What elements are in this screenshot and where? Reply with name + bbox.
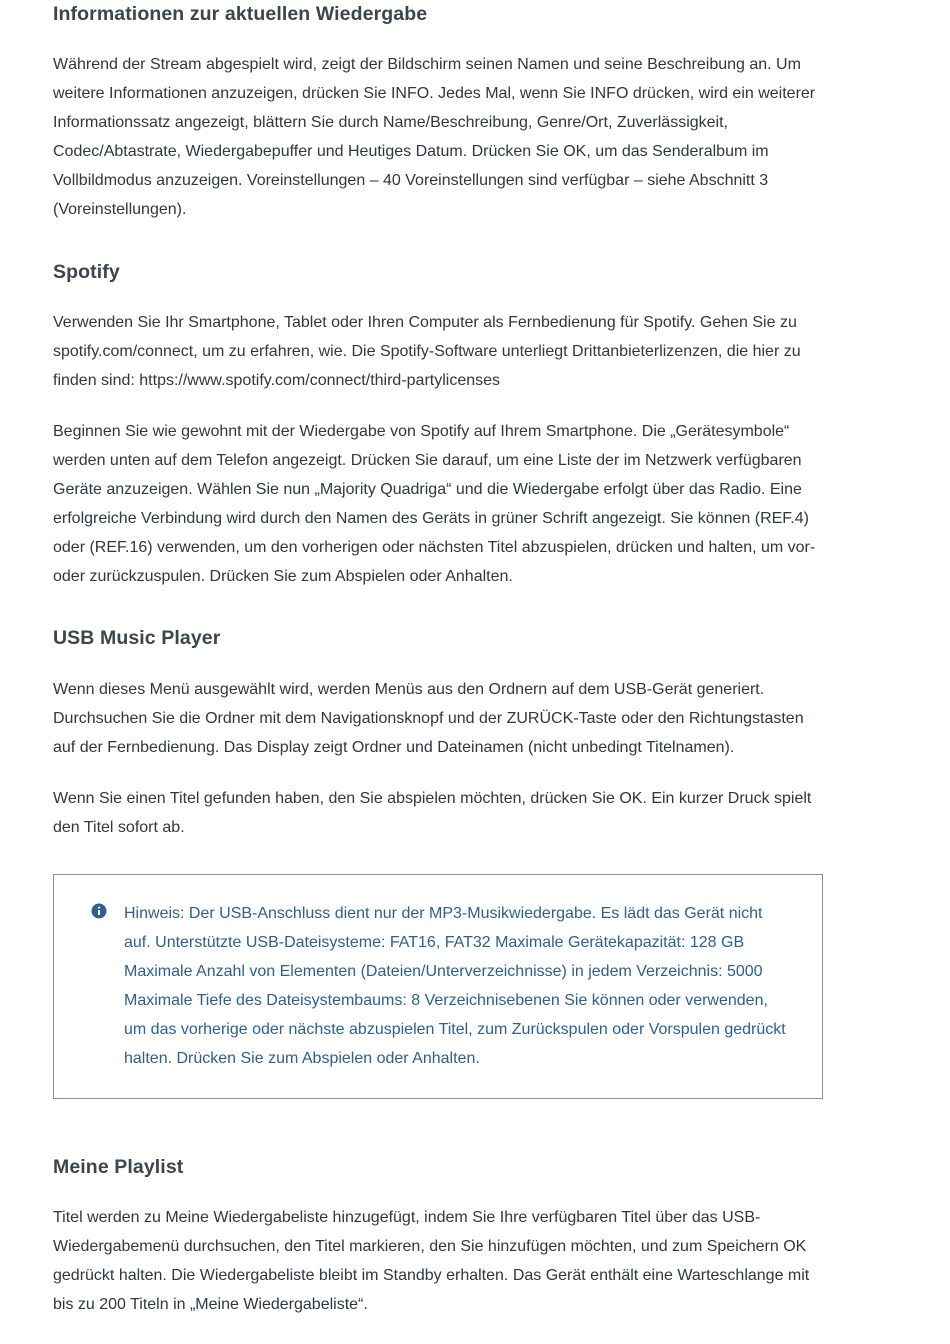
note-text: Hinweis: Der USB-Anschluss dient nur der MP3-Musikwiedergabe. Es lädt das Gerät nicht auf. Unterstützte USB-Dateisysteme: FAT16, FAT32 Maximale Gerätekapazität: 128 GB Maximale Anzahl von Elementen (Dateien/Unterverzeichnisse) in jedem Verzeichnis: 5000 Maximale Tiefe des Dateisystembaums: 8 Verzeichnisebenen Sie können oder verwenden, um das vorherige oder nächste abzuspielen Titel, zum Zurückspulen oder Vorspulen gedrückt halten. Drücken Sie zum Abspielen oder Anhalten. (124, 905, 786, 1067)
heading-playback-info: Informationen zur aktuellen Wiedergabe (53, 3, 428, 25)
paragraph-playback-info: Während der Stream abgespielt wird, zeigt der Bildschirm seinen Namen und seine Beschreibung an. Um weitere Informationen anzuzeigen, drücken Sie INFO. Jedes Mal, wenn Sie INFO drücken, wird ein weiterer Informationssatz angezeigt, blättern Sie durch Name/Beschreibung, Genre/Ort, Zuverlässigkeit, Codec/Abtastrate, Wiedergabepuffer und Heutiges Datum. Drücken Sie OK, um das Senderalbum im Vollbildmodus anzuzeigen. Voreinstellungen – 40 Voreinstellungen sind verfügbar – siehe Abschnitt 3 (Voreinstellungen). (53, 56, 816, 218)
info-circle-icon (91, 903, 107, 919)
paragraph-usb-2: Wenn Sie einen Titel gefunden haben, den Sie abspielen möchten, drücken Sie OK. Ein kurzer Druck spielt den Titel sofort ab. (53, 790, 812, 836)
paragraph-spotify-2: Beginnen Sie wie gewohnt mit der Wiedergabe von Spotify auf Ihrem Smartphone. Die „Gerätesymbole“ werden unten auf dem Telefon angezeigt. Drücken Sie darauf, um eine Liste der im Netzwerk verfügbaren Geräte anzuzeigen. Wählen Sie nun „Majority Quadriga“ und die Wiedergabe erfolgt über das Radio. Eine erfolgreiche Verbindung wird durch den Namen des Geräts in grüner Schrift angezeigt. Sie können (REF.4) oder (REF.16) verwenden, um den vorherigen oder nächsten Titel abzuspielen, drücken und halten, um vor- oder zurückzuspulen. Drücken Sie zum Abspielen oder Anhalten. (53, 423, 816, 585)
heading-usb: USB Music Player (53, 627, 221, 649)
heading-playlist: Meine Playlist (53, 1156, 184, 1178)
paragraph-playlist: Titel werden zu Meine Wiedergabeliste hinzugefügt, indem Sie Ihre verfügbaren Titel über das USB-Wiedergabemenü durchsuchen, den Titel markieren, den Sie hinzufügen möchten, und zum Speichern OK gedrückt halten. Die Wiedergabeliste bleibt im Standby erhalten. Das Gerät enthält eine Warteschlange mit bis zu 200 Titeln in „Meine Wiedergabeliste“. (53, 1209, 810, 1313)
heading-spotify: Spotify (53, 261, 120, 283)
paragraph-usb-1: Wenn dieses Menü ausgewählt wird, werden Menüs aus den Ordnern auf dem USB-Gerät generiert. Durchsuchen Sie die Ordner mit dem Navigationsknopf und der ZURÜCK-Taste oder den Richtungstasten auf der Fernbedienung. Das Display zeigt Ordner und Dateinamen (nicht unbedingt Titelnamen). (53, 681, 804, 756)
paragraph-spotify-1: Verwenden Sie Ihr Smartphone, Tablet oder Ihren Computer als Fernbedienung für Spotify. Gehen Sie zu spotify.com/connect, um zu erfahren, wie. Die Spotify-Software unterliegt Drittanbieterlizenzen, die hier zu finden sind: https://www.spotify.com/connect/third-partylicenses (53, 314, 801, 389)
note-box (53, 874, 823, 1099)
